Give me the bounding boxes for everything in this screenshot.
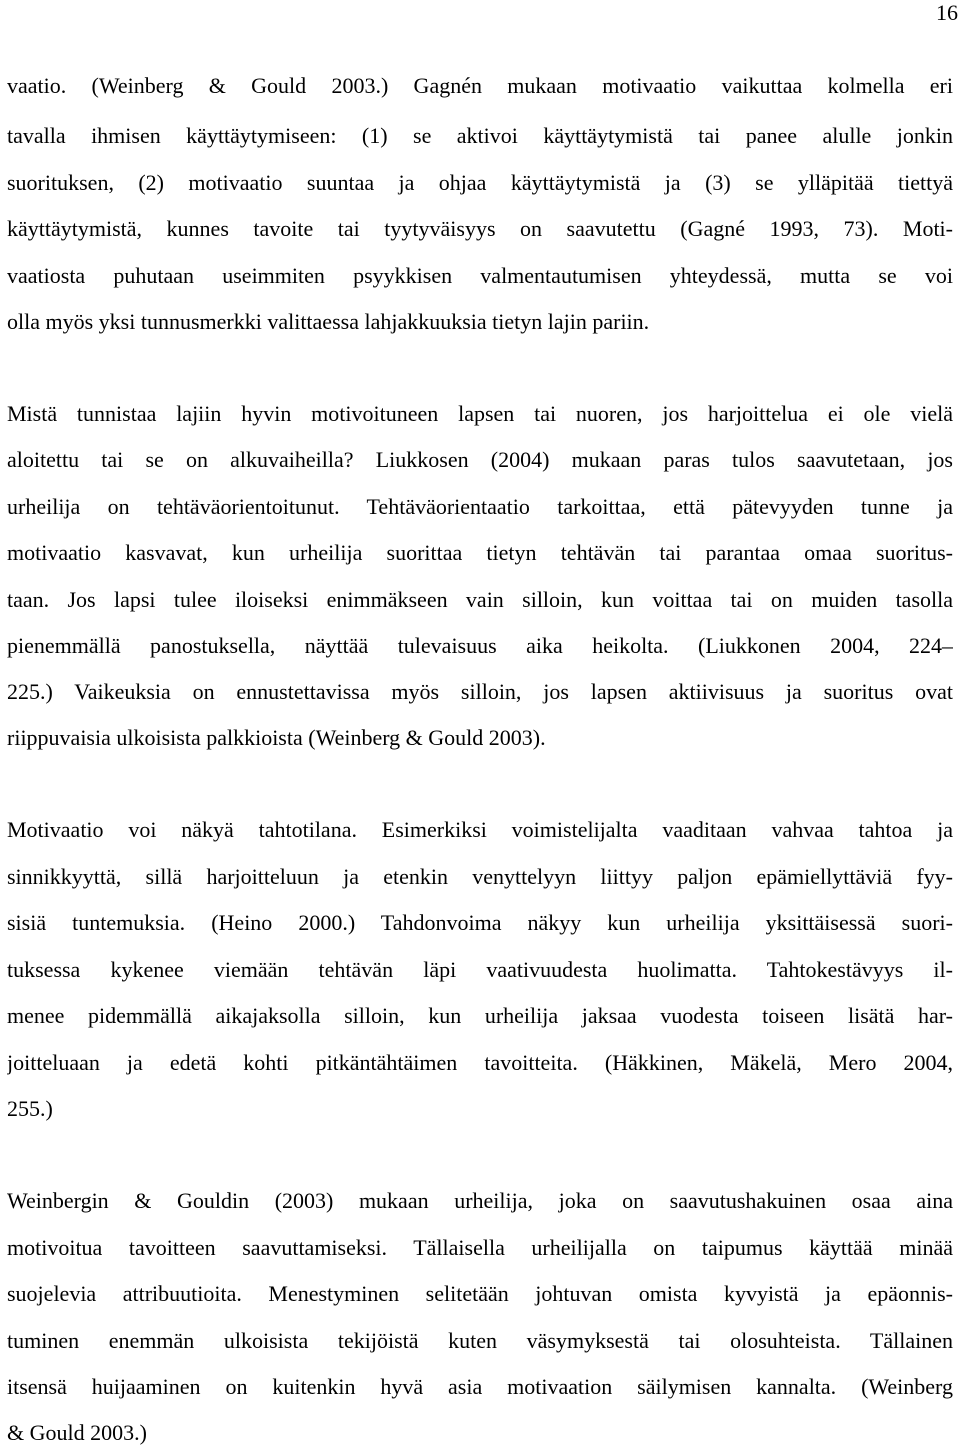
text-line: riippuvaisia ulkoisista palkkioista (Weinberg & Gould 2003). (7, 725, 546, 750)
text-line: Mistä tunnistaa lajiin hyvin motivoituneen lapsen tai nuoren, jos harjoittelua ei ole vielä (7, 401, 953, 426)
text-line: tavalla ihmisen käyttäytymiseen: (1) se aktivoi käyttäytymistä tai panee alulle jonkin (7, 123, 953, 148)
text-line: sinnikkyyttä, sillä harjoitteluun ja etenkin venyttelyyn liittyy paljon epämiellyttäviä fyy- (7, 864, 953, 889)
text-line: Motivaatio voi näkyä tahtotilana. Esimerkiksi voimistelijalta vaaditaan vahvaa tahtoa ja (7, 817, 953, 842)
text-line: taan. Jos lapsi tulee iloiseksi enimmäkseen vain silloin, kun voittaa tai on muiden tasolla (7, 587, 953, 612)
text-line: itsensä huijaaminen on kuitenkin hyvä asia motivaation säilymisen kannalta. (Weinberg (7, 1374, 953, 1399)
page-number: 16 (936, 0, 958, 25)
text-line: urheilija on tehtäväorientoitunut. Tehtäväorientaatio tarkoittaa, että pätevyyden tunne ja (7, 494, 953, 519)
text-line: tuminen enemmän ulkoisista tekijöistä kuten väsymyksestä tai olosuhteista. Tällainen (7, 1328, 953, 1353)
text-line: suojelevia attribuutioita. Menestyminen selitetään johtuvan omista kyvyistä ja epäonnis- (7, 1281, 953, 1306)
text-line: motivaatio kasvavat, kun urheilija suorittaa tietyn tehtävän tai parantaa omaa suoritus- (7, 540, 953, 565)
text-line: tuksessa kykenee viemään tehtävän läpi vaativuudesta huolimatta. Tahtokestävyys il- (7, 957, 953, 982)
text-line: suorituksen, (2) motivaatio suuntaa ja ohjaa käyttäytymistä ja (3) se ylläpitää tiettyä (7, 170, 953, 195)
text-line: olla myös yksi tunnusmerkki valittaessa lahjakkuuksia tietyn lajin pariin. (7, 309, 650, 334)
text-line: pienemmällä panostuksella, näyttää tulevaisuus aika heikolta. (Liukkonen 2004, 224– (7, 633, 953, 658)
text-line: aloitettu tai se on alkuvaiheilla? Liukkosen (2004) mukaan paras tulos saavutetaan, jos (7, 447, 953, 472)
text-line: vaatiosta puhutaan useimmiten psyykkisen valmentautumisen yhteydessä, mutta se voi (7, 263, 953, 288)
text-line: joitteluaan ja edetä kohti pitkäntähtäimen tavoitteita. (Häkkinen, Mäkelä, Mero 2004, (7, 1050, 953, 1075)
text-line: Weinbergin & Gouldin (2003) mukaan urheilija, joka on saavutushakuinen osaa aina (7, 1188, 953, 1213)
text-line: motivoitua tavoitteen saavuttamiseksi. Tällaisella urheilijalla on taipumus käyttää minää (7, 1235, 953, 1260)
text-line: & Gould 2003.) (7, 1420, 147, 1445)
text-line: käyttäytymistä, kunnes tavoite tai tyytyväisyys on saavutettu (Gagné 1993, 73). Moti- (7, 216, 953, 241)
text-line: sisiä tuntemuksia. (Heino 2000.) Tahdonvoima näkyy kun urheilija yksittäisessä suori- (7, 910, 953, 935)
text-line: 255.) (7, 1096, 53, 1121)
text-line: 225.) Vaikeuksia on ennustettavissa myös silloin, jos lapsen aktiivisuus ja suoritus ovat (7, 679, 953, 704)
text-line: vaatio. (Weinberg & Gould 2003.) Gagnén mukaan motivaatio vaikuttaa kolmella eri (7, 73, 953, 98)
text-line: menee pidemmällä aikajaksolla silloin, kun urheilija jaksaa vuodesta toiseen lisätä har- (7, 1003, 953, 1028)
